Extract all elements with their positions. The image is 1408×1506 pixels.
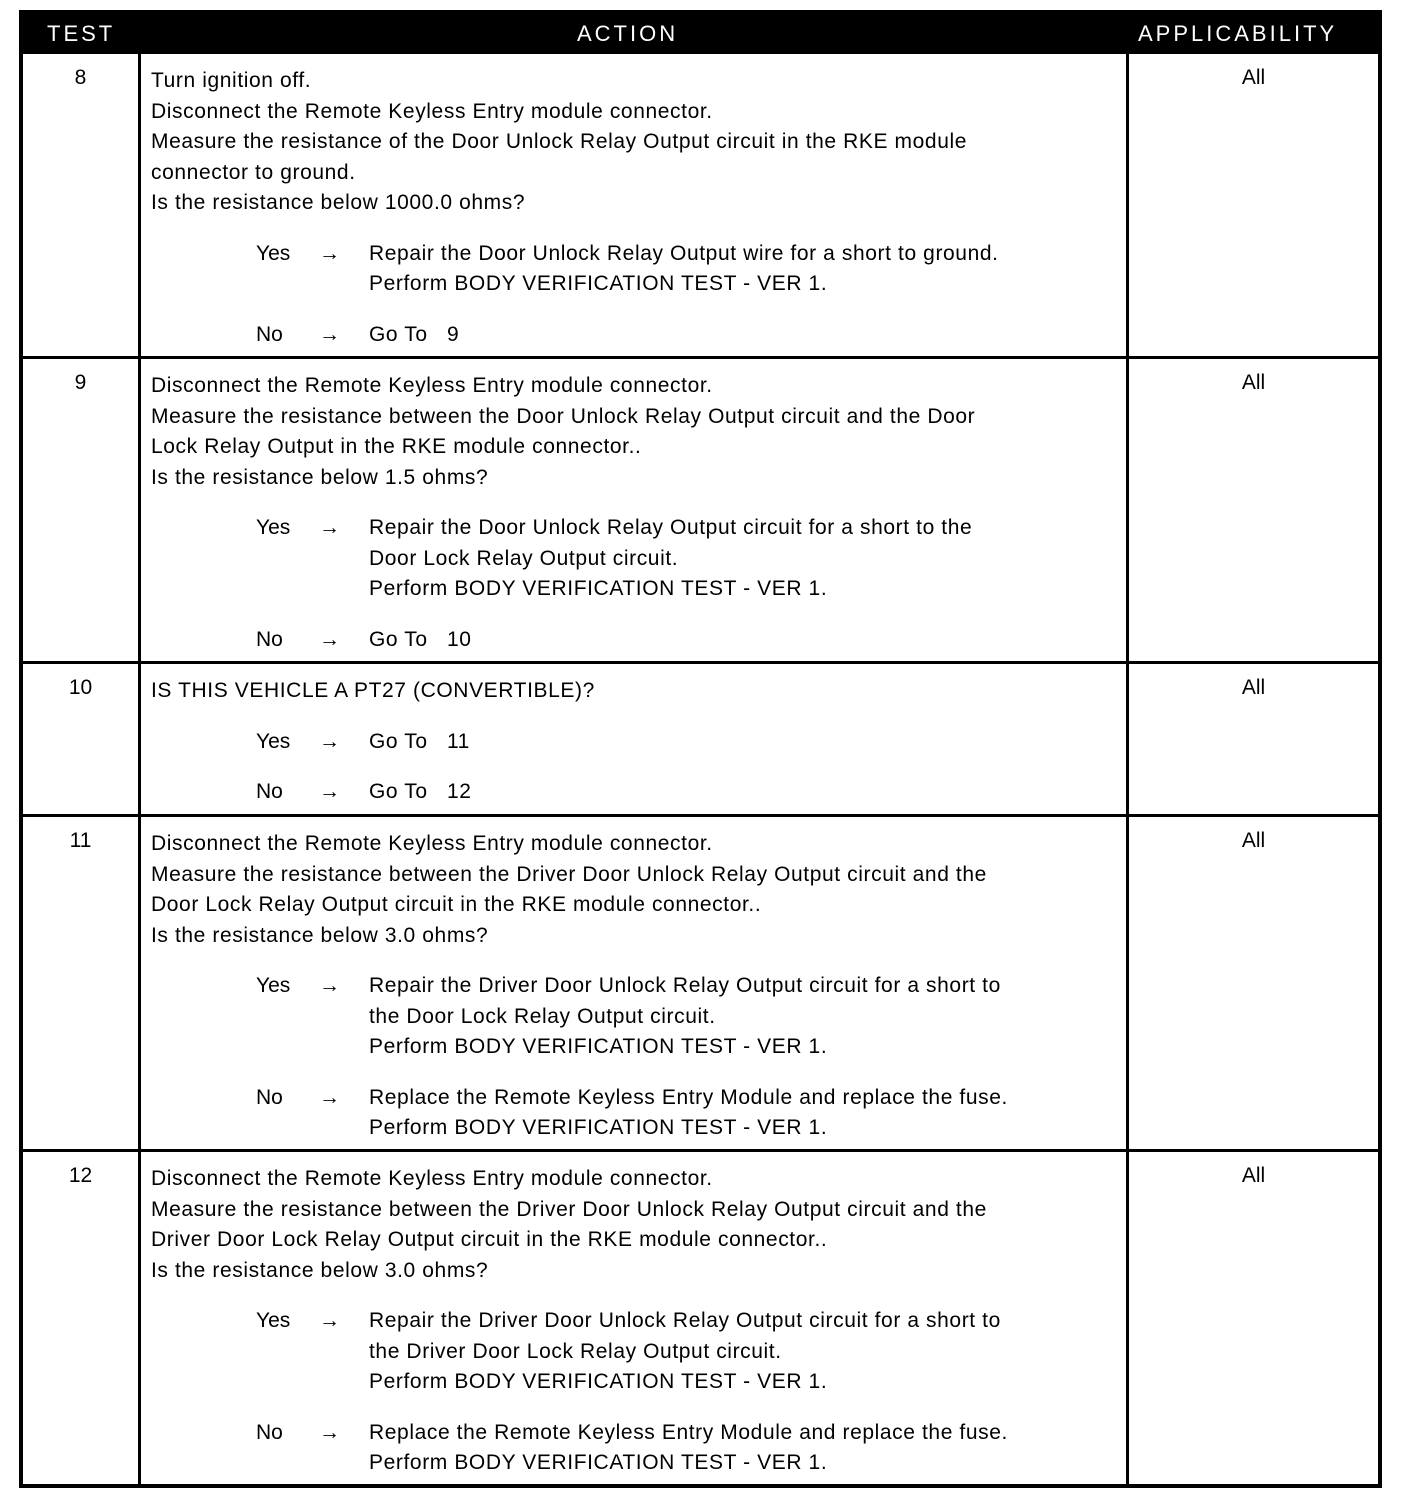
- action-cell: [141, 1152, 1129, 1484]
- header-test: TEST: [47, 21, 116, 46]
- yes-result-line: Repair the Driver Door Unlock Relay Output circuit for a short to: [369, 974, 1001, 997]
- action-cell: [141, 817, 1129, 1149]
- arrow-icon: →: [319, 1085, 340, 1109]
- applicability-cell: All: [1241, 1164, 1266, 1187]
- arrow-icon: →: [319, 1420, 340, 1444]
- no-answer: [151, 1418, 1120, 1479]
- header-action: ACTION: [577, 21, 679, 46]
- yes-result-line: Repair the Driver Door Unlock Relay Output circuit for a short to: [369, 1309, 1001, 1332]
- yes-label: Yes: [256, 729, 291, 753]
- arrow-icon: →: [319, 241, 340, 265]
- arrow-icon: →: [319, 627, 340, 651]
- arrow-icon: →: [319, 322, 340, 346]
- action-line: IS THIS VEHICLE A PT27 (CONVERTIBLE)?: [151, 679, 595, 702]
- no-label: No: [256, 1085, 283, 1109]
- no-answer: [151, 777, 1120, 808]
- yes-result-line: Perform BODY VERIFICATION TEST - VER 1.: [369, 1370, 828, 1393]
- no-label: No: [256, 1420, 283, 1444]
- no-label: No: [256, 780, 283, 803]
- yes-result-line: Perform BODY VERIFICATION TEST - VER 1.: [369, 1035, 828, 1058]
- action-line: Measure the resistance of the Door Unlock Relay Output circuit in the RKE module: [151, 130, 968, 153]
- yes-result-line: the Driver Door Lock Relay Output circuit.: [369, 1339, 782, 1363]
- action-line: Measure the resistance between the Door Unlock Relay Output circuit and the Door: [151, 404, 976, 428]
- applicability-cell: All: [1241, 371, 1266, 394]
- no-label: No: [256, 322, 283, 346]
- yes-answer: [151, 727, 1120, 758]
- no-answer: [151, 625, 1120, 656]
- no-result-line: Perform BODY VERIFICATION TEST - VER 1.: [369, 1116, 828, 1139]
- yes-result-line: Perform BODY VERIFICATION TEST - VER 1.: [369, 577, 828, 600]
- action-line: Lock Relay Output in the RKE module connector..: [151, 435, 642, 458]
- action-line: Disconnect the Remote Keyless Entry module connector.: [151, 374, 713, 397]
- action-line: Turn ignition off.: [151, 69, 312, 92]
- header-applicability: APPLICABILITY: [1138, 21, 1338, 46]
- no-result-line: Go To 12: [369, 780, 472, 803]
- no-result-line: Go To 10: [369, 627, 472, 651]
- action-line: Is the resistance below 3.0 ohms?: [151, 1258, 489, 1282]
- table-row: [23, 817, 1378, 1152]
- action-line: Disconnect the Remote Keyless Entry module connector.: [151, 1167, 713, 1190]
- test-number: 8: [23, 54, 141, 356]
- no-result-line: Replace the Remote Keyless Entry Module and replace the fuse.: [369, 1085, 1008, 1109]
- table-row: [23, 1152, 1378, 1484]
- action-line: connector to ground.: [151, 160, 356, 184]
- table-row: [23, 54, 1378, 359]
- action-line: Disconnect the Remote Keyless Entry module connector.: [151, 832, 713, 855]
- no-label: No: [256, 627, 283, 651]
- table-header: [23, 14, 1378, 54]
- applicability-cell: All: [1241, 829, 1266, 852]
- yes-result-line: Door Lock Relay Output circuit.: [369, 546, 679, 570]
- no-result-line: Go To 9: [369, 322, 460, 346]
- test-number: 11: [23, 817, 141, 1149]
- yes-answer: [151, 1306, 1120, 1398]
- yes-answer: [151, 513, 1120, 605]
- arrow-icon: →: [319, 1309, 340, 1332]
- action-line: Measure the resistance between the Driver Door Unlock Relay Output circuit and the: [151, 1197, 987, 1221]
- no-result-line: Perform BODY VERIFICATION TEST - VER 1.: [369, 1451, 828, 1474]
- no-answer: [151, 320, 1120, 351]
- yes-answer: [151, 971, 1120, 1063]
- test-number: 12: [23, 1152, 141, 1484]
- action-cell: [141, 359, 1129, 661]
- yes-result-line: Go To 11: [369, 729, 470, 753]
- yes-result-line: Perform BODY VERIFICATION TEST - VER 1.: [369, 272, 828, 295]
- yes-label: Yes: [256, 974, 291, 997]
- yes-result-line: Repair the Door Unlock Relay Output circuit for a short to the: [369, 516, 973, 539]
- arrow-icon: →: [319, 516, 340, 539]
- yes-label: Yes: [256, 1309, 291, 1332]
- action-line: Is the resistance below 1.5 ohms?: [151, 465, 489, 489]
- yes-result-line: the Door Lock Relay Output circuit.: [369, 1004, 716, 1028]
- table-row: [23, 359, 1378, 664]
- yes-result-line: Repair the Door Unlock Relay Output wire for a short to ground.: [369, 241, 999, 265]
- table-row: [23, 664, 1378, 817]
- no-result-line: Replace the Remote Keyless Entry Module and replace the fuse.: [369, 1420, 1008, 1444]
- action-cell: [141, 664, 1129, 814]
- action-line: Disconnect the Remote Keyless Entry module connector.: [151, 99, 713, 123]
- arrow-icon: →: [319, 974, 340, 997]
- yes-label: Yes: [256, 241, 291, 265]
- yes-label: Yes: [256, 516, 291, 539]
- arrow-icon: →: [319, 729, 340, 753]
- yes-answer: [151, 239, 1120, 300]
- test-number: 9: [23, 359, 141, 661]
- action-cell: [141, 54, 1129, 356]
- test-number: 10: [23, 664, 141, 814]
- applicability-cell: All: [1241, 676, 1266, 699]
- action-line: Driver Door Lock Relay Output circuit in the RKE module connector..: [151, 1228, 828, 1251]
- applicability-cell: All: [1241, 66, 1266, 89]
- no-answer: [151, 1083, 1120, 1144]
- action-line: Door Lock Relay Output circuit in the RKE module connector..: [151, 893, 762, 916]
- action-line: Measure the resistance between the Driver Door Unlock Relay Output circuit and the: [151, 862, 987, 886]
- action-line: Is the resistance below 3.0 ohms?: [151, 923, 489, 947]
- action-line: Is the resistance below 1000.0 ohms?: [151, 191, 526, 214]
- diagnostic-table: [19, 10, 1382, 1488]
- arrow-icon: →: [319, 780, 340, 803]
